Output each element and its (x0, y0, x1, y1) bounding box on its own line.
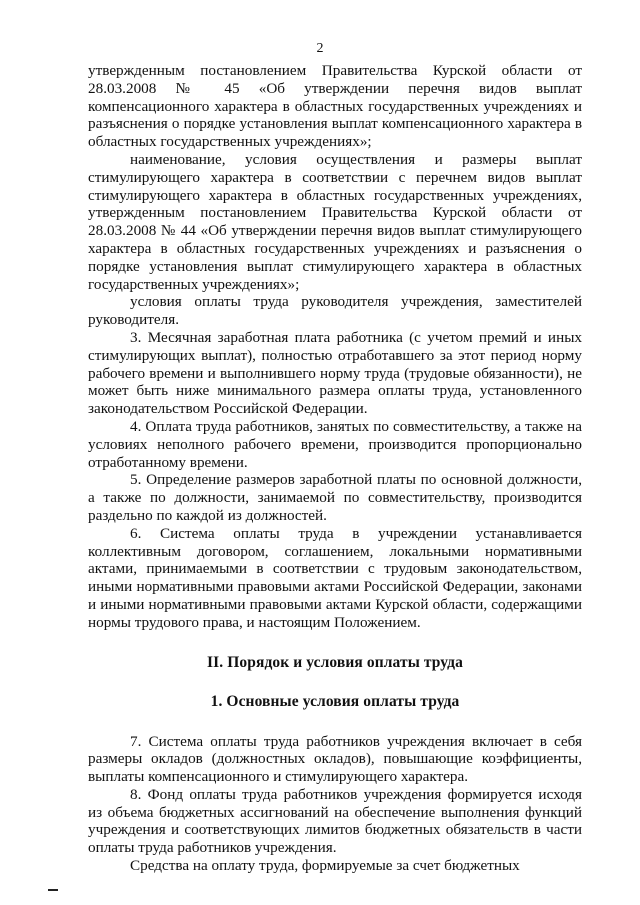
paragraph: утвержденным постановлением Правительства Курской области от 28.03.2008 № 45 «Об утверждении перечня видов выплат компенсационного характера в областных государственных учреждениях и разъяснения о порядке установления выплат компенсационного характера в областных государственных учреждениях»; (88, 62, 582, 151)
document-body (88, 62, 582, 875)
paragraph: 6. Система оплаты труда в учреждении устанавливается коллективным договором, соглашением, локальными нормативными актами, принимаемыми в соответствии с трудовым законодательством, иными нормативными правовыми актами Российской Федерации, законами и иными нормативными правовыми актами Курской области, содержащими нормы трудового права, и настоящим Положением. (88, 524, 582, 631)
paragraph: 3. Месячная заработная плата работника (с учетом премий и иных стимулирующих выплат), полностью отработавшего за этот период норму рабочего времени и выполнившего норму труда (трудовые обязанности), не может быть ниже минимального размера оплаты труда, установленного законодательством Российской Федерации. (88, 328, 582, 418)
paragraph: 8. Фонд оплаты труда работников учреждения формируется исходя из объема бюджетных ассигнований на обеспечение выполнения функций учреждения и соответствующих лимитов бюджетных обязательств в части оплаты труда работников учреждения. (88, 785, 582, 857)
subsection-heading: 1. Основные условия оплаты труда (210, 692, 460, 710)
paragraph: 7. Система оплаты труда работников учреждения включает в себя размеры окладов (должностных окладов), повышающие коэффициенты, выплаты компенсационного и стимулирующего характера. (88, 732, 582, 786)
scan-mark (48, 889, 58, 891)
paragraph: Средства на оплату труда, формируемые за счет бюджетных (130, 857, 520, 875)
paragraph: условия оплаты труда руководителя учреждения, заместителей руководителя. (88, 293, 582, 329)
paragraph: 4. Оплата труда работников, занятых по совместительству, а также на условиях неполного рабочего времени, производится пропорционально отработанному времени. (88, 417, 582, 471)
section-heading: II. Порядок и условия оплаты труда (207, 653, 463, 671)
paragraph: наименование, условия осуществления и размеры выплат стимулирующего характера в соответствии с перечнем видов выплат стимулирующего характера в областных государственных учреждениях, утвержденным постановлением Правительства Курской области от 28.03.2008 № 44 «Об утверждении перечня видов выплат стимулирующего характера в областных государственных учреждениях и разъяснения о порядке установления выплат стимулирующего характера в областных государственных учреждениях»; (88, 150, 582, 293)
paragraph: 5. Определение размеров заработной платы по основной должности, а также по должности, занимаемой по совместительству, производится раздельно по каждой из должностей. (88, 471, 582, 524)
paragraphs-before (88, 62, 582, 632)
paragraphs-after (88, 733, 582, 875)
page-number: 2 (316, 41, 324, 56)
